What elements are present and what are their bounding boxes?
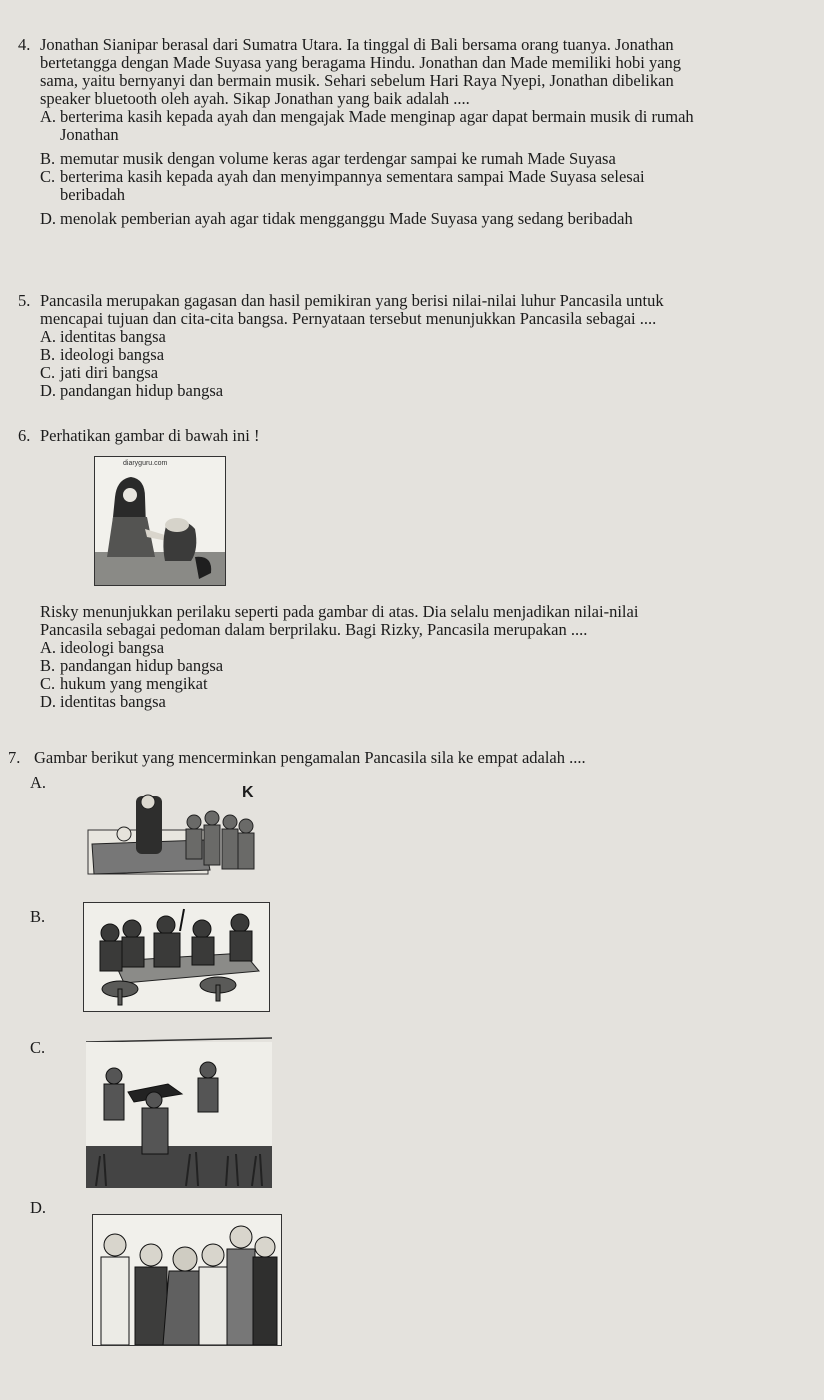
option-d[interactable]: D. pandangan hidup bangsa: [40, 381, 224, 400]
question-4: [18, 36, 808, 228]
question-6-stem-line-2: Pancasila sebagai pedoman dalam berprilaku. Bagi Rizky, Pancasila merupakan ....: [40, 620, 588, 639]
question-5-stem-line-1: Pancasila merupakan gagasan dan hasil pemikiran yang berisi nilai-nilai luhur Pancasila untuk: [40, 291, 664, 310]
question-number: 4.: [18, 35, 31, 54]
option-c-label[interactable]: C.: [30, 1038, 46, 1057]
option-d-figure[interactable]: [92, 1214, 282, 1346]
option-a[interactable]: A. identitas bangsa: [40, 327, 166, 346]
question-6-figure: [94, 456, 226, 586]
working-in-field-illustration: [86, 1036, 272, 1188]
option-b[interactable]: B. ideologi bangsa: [40, 345, 165, 364]
question-number: 7.: [8, 748, 21, 767]
figure-watermark: diaryguru.com: [123, 460, 168, 467]
option-d-label[interactable]: D.: [30, 1198, 47, 1217]
question-7-stem: Gambar berikut yang mencerminkan pengamalan Pancasila sila ke empat adalah ....: [34, 748, 586, 767]
question-4-stem-line-4: speaker bluetooth oleh ayah. Sikap Jonathan yang baik adalah ....: [40, 89, 470, 108]
question-6-body: [40, 603, 810, 711]
option-b[interactable]: B. pandangan hidup bangsa: [40, 656, 224, 675]
question-6: [18, 427, 259, 445]
question-4-stem-line-2: bertetangga dengan Made Suyasa yang beragama Hindu. Jonathan dan Made memiliki hobi yang: [40, 53, 682, 72]
question-number: 6.: [18, 426, 31, 445]
question-7: [8, 749, 586, 767]
option-d[interactable]: D. identitas bangsa: [40, 692, 166, 711]
option-a[interactable]: A. ideologi bangsa: [40, 638, 165, 657]
option-c[interactable]: C. hukum yang mengikat: [40, 674, 208, 693]
option-d[interactable]: D. menolak pemberian ayah agar tidak mengganggu Made Suyasa yang sedang beribadah: [40, 209, 633, 228]
option-c[interactable]: C. jati diri bangsa: [40, 363, 159, 382]
option-c-figure[interactable]: [86, 1036, 272, 1188]
option-b[interactable]: B. memutar musik dengan volume keras agar terdengar sampai ke rumah Made Suyasa: [40, 149, 616, 168]
question-5: [18, 292, 808, 400]
option-b-label[interactable]: B.: [30, 907, 46, 926]
question-4-stem-line-1: Jonathan Sianipar berasal dari Sumatra Utara. Ia tinggal di Bali bersama orang tuanya. Jonathan: [40, 35, 674, 54]
question-4-stem-line-3: sama, yaitu bernyanyi dan bermain musik. Sehari sebelum Hari Raya Nyepi, Jonathan dibelikan: [40, 71, 674, 90]
option-a[interactable]: A. berterima kasih kepada ayah dan mengajak Made menginap agar dapat bermain musik di rumah Jonathan: [40, 107, 694, 144]
option-a-figure[interactable]: [84, 784, 264, 884]
question-number: 5.: [18, 291, 31, 310]
people-of-different-religions-illustration: [93, 1215, 281, 1345]
meeting-deliberation-illustration: [84, 903, 269, 1011]
question-6-intro: Perhatikan gambar di bawah ini !: [40, 426, 260, 445]
family-gathering-illustration: [84, 792, 264, 884]
question-6-stem-line-1: Risky menunjukkan perilaku seperti pada gambar di atas. Dia selalu menjadikan nilai-nilai: [40, 602, 639, 621]
figure-mark: K: [242, 784, 254, 801]
child-kissing-mother-hand-illustration: [95, 457, 225, 585]
option-a-label[interactable]: A.: [30, 773, 47, 792]
question-5-stem-line-2: mencapai tujuan dan cita-cita bangsa. Pernyataan tersebut menunjukkan Pancasila sebagai ....: [40, 309, 657, 328]
option-c[interactable]: C. berterima kasih kepada ayah dan menyimpannya sementara sampai Made Suyasa selesai beribadah: [40, 167, 645, 204]
option-b-figure[interactable]: [83, 902, 270, 1012]
